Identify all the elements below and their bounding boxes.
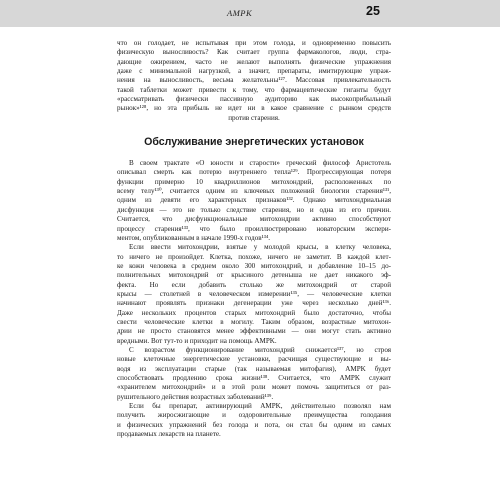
text-line: ке кожи человека в среднем около 300 митохондрий, и добавление 10–15 до- xyxy=(117,261,391,270)
text-line: ментом, опубликованным в начале 1990-х годов¹³⁴. xyxy=(117,233,271,242)
text-line: фекта. Но если добавить столько же митохондрий от старой xyxy=(117,280,391,289)
paragraph-3 xyxy=(117,243,391,346)
text-line: дающие ожирением, часто не желают выполнять физические упражнения xyxy=(117,57,391,66)
text-line: дисфункция — это не только следствие старения, но и одна из его причин. xyxy=(117,205,391,214)
text-line: продаваемых лекарств на планете. xyxy=(117,430,221,439)
text-line: то ничего не произойдет. Клетка, похоже, ничего не заметит. В каждой клет- xyxy=(117,252,391,261)
text-line: Если ввести митохондрии, взятые у молодой крысы, в клетку человека, xyxy=(129,243,391,252)
text-line: Считается, что дисфункциональные митохондрии активно способствуют xyxy=(117,215,391,224)
text-line: нения на выносливость, весьма желательны¹²⁷. Массовая привлекательность xyxy=(117,76,391,85)
text-line: функции примерно 10 квадриллионов митохондрий, расположенных по xyxy=(117,177,391,186)
text-line: всему телу¹³⁰, считается одним из ключевых положений биологии старения¹³¹, xyxy=(117,187,391,196)
running-header xyxy=(0,0,500,27)
text-line: «рассматривать физически пассивную аудиторию как высокоприбыльный xyxy=(117,95,391,104)
text-line: вредными. Вот тут-то и приходит на помощь AMPK. xyxy=(117,336,277,345)
text-line: получить жиросжигающие и оздоровительные преимущества голодания xyxy=(117,411,391,420)
text-line: способствовать продлению срока жизни¹³⁸. Считается, что AMPK служит xyxy=(117,374,391,382)
page-body xyxy=(117,39,391,439)
running-head-title: AMPK xyxy=(227,8,253,18)
text-line: описывал смерть как потерю внутреннего тепла¹²⁹. Прогрессирующая потеря xyxy=(117,168,391,177)
text-line: С возрастом функционирование митохондрий снижается¹³⁷, но строя xyxy=(129,345,391,354)
paragraph-4 xyxy=(117,346,391,402)
text-line: свести человеческие клетки в могилу. Таким образом, возрастные митохон- xyxy=(117,317,391,326)
text-line: и физических упражнений без голода и пота, он стал бы одним из самых xyxy=(117,420,391,429)
text-line: одним из девяти его характерных признаков¹³². Однако митохондриальная xyxy=(117,196,391,205)
text-line: водя из эксплуатации старые (так называемая митофагия), AMPK будет xyxy=(117,364,391,373)
text-line: даже с минимальной нагрузкой, а значит, препараты, имитирующие упраж- xyxy=(117,67,391,76)
text-line: начинают проявлять признаки дегенерации уже через несколько дней¹³⁶. xyxy=(117,299,391,308)
text-line: Даже нескольких процентов старых митохондрий было достаточно, чтобы xyxy=(117,308,391,317)
text-line: дрии не просто становятся менее эффективными — они могут стать активно xyxy=(117,327,391,336)
text-line: такой таблетки может привести к тому, что фармацевтические гиганты будут xyxy=(117,85,391,94)
page-number: 25 xyxy=(366,4,380,18)
section-title: Обслуживание энергетических установок xyxy=(144,136,364,149)
text-line: крысы — столетней в человеческом измерении¹³⁵, — человеческие клетки xyxy=(117,289,391,298)
text-line: физическую выносливость? Как считает группа фармакологов, люди, стра- xyxy=(117,48,391,57)
text-line: новые клеточные энергетические установки, расчищая существующие и вы- xyxy=(117,355,391,364)
text-line: что он голодает, не испытывая при этом голода, и одновременно повысить xyxy=(117,39,391,47)
text-line: Если бы препарат, активирующий AMPK, действительно позволял нам xyxy=(129,402,391,411)
paragraph-5 xyxy=(117,402,391,439)
text-line: «хранителем митохондрий» и в этой роли может помочь защититься от раз- xyxy=(117,383,391,392)
text-line: рушительного действия возрастных заболеваний¹³⁹. xyxy=(117,392,274,401)
text-line: рынок»¹²⁸, но эта прибыль не идет ни в какое сравнение с рынком средств xyxy=(117,104,391,113)
text-line: процессу старения¹³³, что было проиллюстрировано новаторским экспери- xyxy=(117,224,391,233)
text-line: полнительных митохондрий от крысиного детеныша не дает никакого эф- xyxy=(117,271,391,280)
paragraph-2 xyxy=(117,159,391,243)
text-line: против старения. xyxy=(228,113,280,122)
paragraph-1 xyxy=(117,39,391,123)
text-line: В своем трактате «О юности и старости» греческий философ Аристотель xyxy=(129,159,391,168)
